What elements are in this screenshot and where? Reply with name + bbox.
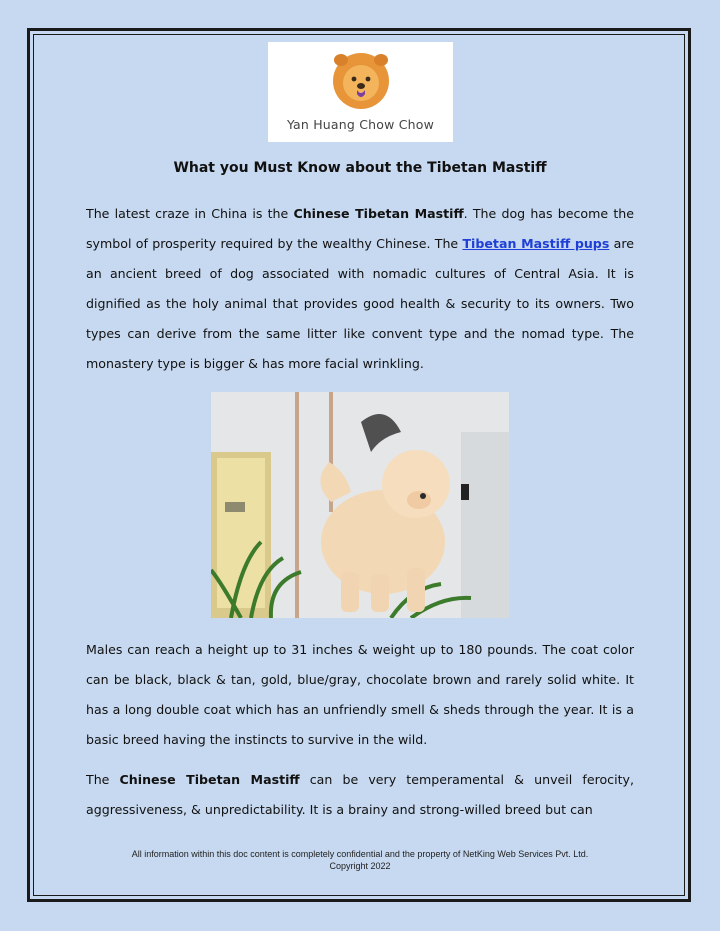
dog-photo [211, 392, 509, 618]
logo-text: Yan Huang Chow Chow [286, 117, 435, 132]
body-paragraph-2: Males can reach a height up to 31 inches & weight up to 180 pounds. The coat color can be black, black & tan, gold, blue/gray, chocolate brown and rarely solid white. It has a long double coat which has an unfriendly smell & sheds through the year. It is a basic breed having the instincts to survive in the wild. [86, 642, 634, 747]
article-title: What you Must Know about the Tibetan Mastiff [173, 160, 547, 176]
body-paragraph-3: The Chinese Tibetan Mastiff can be very temperamental & unveil ferocity, aggressiveness, & unpredictability. It is a brainy and strong-willed breed but can [86, 772, 634, 817]
bold-term: Chinese Tibetan Mastiff [119, 772, 300, 787]
intro-paragraph: The latest craze in China is the Chinese Tibetan Mastiff. The dog has become the symbol of prosperity required by the wealthy Chinese. The Tibetan Mastiff pups are an ancient breed of dog associated with nomadic cultures of Central Asia. It is dignified as the holy animal that provides good health & security to its owners. Two types can derive from the same litter like convent type and the nomad type. The monastery type is bigger & has more facial wrinkling. [86, 206, 635, 371]
footer-confidential-notice: All information within this doc content is completely confidential and the property of NetKing Web Services Pvt. Ltd. [131, 849, 589, 859]
chow-chow-face-icon [331, 50, 391, 110]
footer [34, 848, 686, 872]
tibetan-mastiff-pups-link[interactable]: Tibetan Mastiff pups [462, 236, 610, 251]
logo [268, 42, 453, 142]
footer-copyright: Copyright 2022 [329, 861, 391, 871]
bold-term: Chinese Tibetan Mastiff [293, 206, 464, 221]
